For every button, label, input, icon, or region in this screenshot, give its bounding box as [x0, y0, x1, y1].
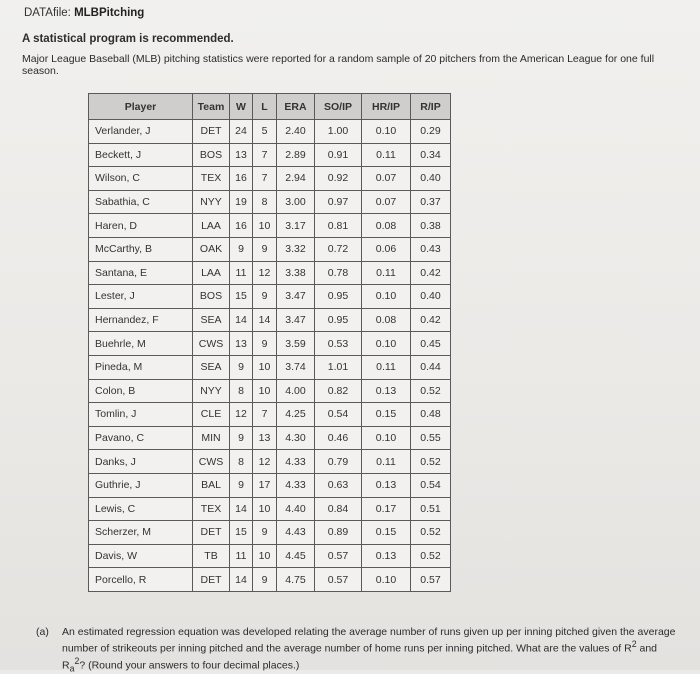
table-cell: 12	[253, 261, 277, 285]
table-cell: 0.78	[315, 261, 362, 285]
table-cell: Sabathia, C	[89, 190, 193, 214]
table-cell: 13	[253, 426, 277, 450]
table-cell: 4.75	[277, 568, 315, 592]
table-cell: 3.47	[277, 308, 315, 332]
table-cell: 4.30	[277, 426, 315, 450]
datafile-label: DATAfile:	[24, 7, 71, 19]
table-cell: 0.44	[411, 355, 451, 379]
table-cell: 19	[230, 190, 253, 214]
question-text	[62, 626, 676, 674]
question-a	[36, 626, 676, 674]
table-cell: NYY	[193, 379, 230, 403]
table-cell: Buehrle, M	[89, 332, 193, 356]
table-cell: 0.43	[411, 237, 451, 261]
table-cell: DET	[193, 521, 230, 545]
table-cell: Lewis, C	[89, 497, 193, 521]
table-cell: 0.10	[362, 332, 411, 356]
table-cell: 2.89	[277, 143, 315, 167]
table-row	[89, 497, 451, 521]
table-cell: 4.00	[277, 379, 315, 403]
table-cell: 1.01	[315, 355, 362, 379]
table-cell: DET	[193, 568, 230, 592]
table-cell: TEX	[193, 497, 230, 521]
table-cell: 0.82	[315, 379, 362, 403]
ra-superscript: 2	[74, 655, 80, 666]
table-cell: Colon, B	[89, 379, 193, 403]
r-subscript: a	[69, 663, 75, 674]
table-cell: 0.52	[411, 521, 451, 545]
table-row	[89, 143, 451, 167]
r-superscript: 2	[631, 639, 637, 649]
column-header: W	[230, 94, 253, 120]
table-cell: 0.11	[362, 261, 411, 285]
table-row	[89, 285, 451, 309]
table-cell: TB	[193, 544, 230, 568]
table-cell: 9	[253, 568, 277, 592]
table-row	[89, 379, 451, 403]
table-cell: 0.55	[411, 426, 451, 450]
table-cell: 0.08	[362, 308, 411, 332]
column-header: SO/IP	[315, 94, 362, 120]
table-cell: 8	[230, 379, 253, 403]
table-cell: 15	[230, 521, 253, 545]
table-cell: 10	[253, 497, 277, 521]
table-cell: 0.51	[411, 497, 451, 521]
table-cell: 14	[253, 308, 277, 332]
table-row	[89, 190, 451, 214]
table-cell: 16	[230, 167, 253, 191]
table-cell: 10	[253, 379, 277, 403]
table-cell: Lester, J	[89, 285, 193, 309]
table-cell: 10	[253, 214, 277, 238]
table-cell: 9	[253, 332, 277, 356]
table-cell: 0.10	[362, 120, 411, 144]
table-cell: 0.42	[411, 261, 451, 285]
table-row	[89, 403, 451, 427]
table-cell: 0.11	[362, 143, 411, 167]
column-header: Team	[193, 94, 230, 120]
table-cell: Haren, D	[89, 214, 193, 238]
table-cell: 4.33	[277, 450, 315, 474]
table-row	[89, 568, 451, 592]
table-cell: BAL	[193, 473, 230, 497]
table-cell: 3.38	[277, 261, 315, 285]
table-cell: 1.00	[315, 120, 362, 144]
table-row	[89, 167, 451, 191]
table-cell: 9	[253, 521, 277, 545]
table-cell: 0.57	[411, 568, 451, 592]
table-cell: 0.91	[315, 143, 362, 167]
table-cell: 0.17	[362, 497, 411, 521]
column-header: Player	[89, 94, 193, 120]
table-cell: Beckett, J	[89, 143, 193, 167]
table-cell: 4.40	[277, 497, 315, 521]
table-body	[89, 120, 451, 592]
table-cell: 0.92	[315, 167, 362, 191]
and-text: and R	[62, 642, 657, 671]
table-cell: CWS	[193, 332, 230, 356]
table-cell: 15	[230, 285, 253, 309]
question-label: (a)	[36, 626, 49, 638]
table-cell: 9	[230, 355, 253, 379]
table-cell: 0.57	[315, 568, 362, 592]
table-cell: LAA	[193, 214, 230, 238]
table-cell: 0.13	[362, 379, 411, 403]
table-cell: 2.40	[277, 120, 315, 144]
table-cell: CLE	[193, 403, 230, 427]
table-cell: 9	[230, 237, 253, 261]
table-cell: 0.97	[315, 190, 362, 214]
table-cell: 0.63	[315, 473, 362, 497]
table-cell: 0.15	[362, 521, 411, 545]
table-cell: McCarthy, B	[89, 237, 193, 261]
table-cell: 4.25	[277, 403, 315, 427]
table-cell: Danks, J	[89, 450, 193, 474]
table-cell: 0.06	[362, 237, 411, 261]
table-cell: 8	[253, 190, 277, 214]
table-cell: 0.40	[411, 167, 451, 191]
pitching-stats-table	[88, 93, 451, 592]
table-cell: 0.13	[362, 544, 411, 568]
column-header: ERA	[277, 94, 315, 120]
table-cell: 0.79	[315, 450, 362, 474]
table-cell: 0.11	[362, 450, 411, 474]
datafile-header	[24, 7, 144, 19]
table-cell: 5	[253, 120, 277, 144]
table-cell: Tomlin, J	[89, 403, 193, 427]
column-header: L	[253, 94, 277, 120]
table-cell: 0.48	[411, 403, 451, 427]
table-cell: 0.54	[315, 403, 362, 427]
table-cell: 0.46	[315, 426, 362, 450]
table-cell: 9	[230, 426, 253, 450]
table-cell: 0.08	[362, 214, 411, 238]
table-cell: 3.17	[277, 214, 315, 238]
table-cell: Santana, E	[89, 261, 193, 285]
table-cell: 3.47	[277, 285, 315, 309]
table-cell: SEA	[193, 355, 230, 379]
column-header: R/IP	[411, 94, 451, 120]
intro-paragraph: Major League Baseball (MLB) pitching statistics were reported for a random sample of 20 pitchers from the American League for one full season.	[22, 53, 655, 77]
table-cell: 0.37	[411, 190, 451, 214]
table-cell: 14	[230, 308, 253, 332]
table-cell: 0.34	[411, 143, 451, 167]
table-cell: 0.42	[411, 308, 451, 332]
table-cell: OAK	[193, 237, 230, 261]
table-cell: 12	[230, 403, 253, 427]
table-cell: 12	[253, 450, 277, 474]
table-cell: 10	[253, 544, 277, 568]
table-cell: Pineda, M	[89, 355, 193, 379]
table-cell: 0.89	[315, 521, 362, 545]
table-cell: 3.59	[277, 332, 315, 356]
table-cell: 4.33	[277, 473, 315, 497]
table-row	[89, 426, 451, 450]
table-cell: 0.84	[315, 497, 362, 521]
table-cell: 7	[253, 403, 277, 427]
table-cell: 0.38	[411, 214, 451, 238]
table-cell: Davis, W	[89, 544, 193, 568]
table-cell: 13	[230, 332, 253, 356]
table-cell: 11	[230, 261, 253, 285]
table-row	[89, 120, 451, 144]
table-cell: 9	[253, 285, 277, 309]
table-header-row	[89, 94, 451, 120]
question-tail: ? (Round your answers to four decimal places.)	[79, 659, 300, 671]
table-cell: 0.81	[315, 214, 362, 238]
table-cell: BOS	[193, 143, 230, 167]
table-row	[89, 237, 451, 261]
table-cell: 0.57	[315, 544, 362, 568]
datafile-link[interactable]: MLBPitching	[74, 7, 145, 19]
table-row	[89, 214, 451, 238]
table-cell: 0.40	[411, 285, 451, 309]
table-cell: 0.95	[315, 285, 362, 309]
table-cell: 9	[253, 237, 277, 261]
question-main-text: An estimated regression equation was developed relating the average number of runs given up per inning pitched given the average number of strikeouts per inning pitched and the average number of home runs per inning pitched. What are the values of	[62, 626, 676, 655]
table-cell: Guthrie, J	[89, 473, 193, 497]
recommendation-note: A statistical program is recommended.	[22, 33, 234, 45]
table-cell: 0.29	[411, 120, 451, 144]
table-cell: SEA	[193, 308, 230, 332]
table-cell: BOS	[193, 285, 230, 309]
table-cell: 0.52	[411, 450, 451, 474]
table-cell: TEX	[193, 167, 230, 191]
table-cell: 13	[230, 143, 253, 167]
table-row	[89, 450, 451, 474]
table-cell: 0.52	[411, 379, 451, 403]
table-cell: 3.32	[277, 237, 315, 261]
table-cell: 0.13	[362, 473, 411, 497]
table-row	[89, 544, 451, 568]
table-cell: 0.10	[362, 568, 411, 592]
table-cell: 17	[253, 473, 277, 497]
table-cell: MIN	[193, 426, 230, 450]
table-cell: 0.10	[362, 285, 411, 309]
table-row	[89, 261, 451, 285]
table-cell: 0.52	[411, 544, 451, 568]
table-cell: 0.54	[411, 473, 451, 497]
column-header: HR/IP	[362, 94, 411, 120]
table-cell: NYY	[193, 190, 230, 214]
r-symbol: R	[624, 642, 632, 655]
table-cell: LAA	[193, 261, 230, 285]
table-cell: 4.45	[277, 544, 315, 568]
table-cell: 0.95	[315, 308, 362, 332]
table-cell: 0.53	[315, 332, 362, 356]
table-cell: 0.10	[362, 426, 411, 450]
table-cell: DET	[193, 120, 230, 144]
table-cell: 9	[230, 473, 253, 497]
table-cell: 16	[230, 214, 253, 238]
table-row	[89, 332, 451, 356]
table-cell: 0.15	[362, 403, 411, 427]
table-cell: Hernandez, F	[89, 308, 193, 332]
table-cell: 0.72	[315, 237, 362, 261]
table-cell: 0.07	[362, 167, 411, 191]
table-cell: 2.94	[277, 167, 315, 191]
table-cell: Porcello, R	[89, 568, 193, 592]
table-cell: 0.45	[411, 332, 451, 356]
table-cell: 14	[230, 568, 253, 592]
table-cell: CWS	[193, 450, 230, 474]
table-cell: 7	[253, 167, 277, 191]
table-cell: 11	[230, 544, 253, 568]
table-cell: 4.43	[277, 521, 315, 545]
table-row	[89, 521, 451, 545]
table-cell: 3.00	[277, 190, 315, 214]
table-cell: Scherzer, M	[89, 521, 193, 545]
table-cell: Wilson, C	[89, 167, 193, 191]
table-row	[89, 308, 451, 332]
table-cell: Verlander, J	[89, 120, 193, 144]
table-cell: 7	[253, 143, 277, 167]
table-row	[89, 355, 451, 379]
table-cell: 24	[230, 120, 253, 144]
table-row	[89, 473, 451, 497]
table-cell: 0.11	[362, 355, 411, 379]
table-cell: 0.07	[362, 190, 411, 214]
table-cell: 8	[230, 450, 253, 474]
table-cell: 10	[253, 355, 277, 379]
table-cell: 3.74	[277, 355, 315, 379]
table-cell: Pavano, C	[89, 426, 193, 450]
table-cell: 14	[230, 497, 253, 521]
